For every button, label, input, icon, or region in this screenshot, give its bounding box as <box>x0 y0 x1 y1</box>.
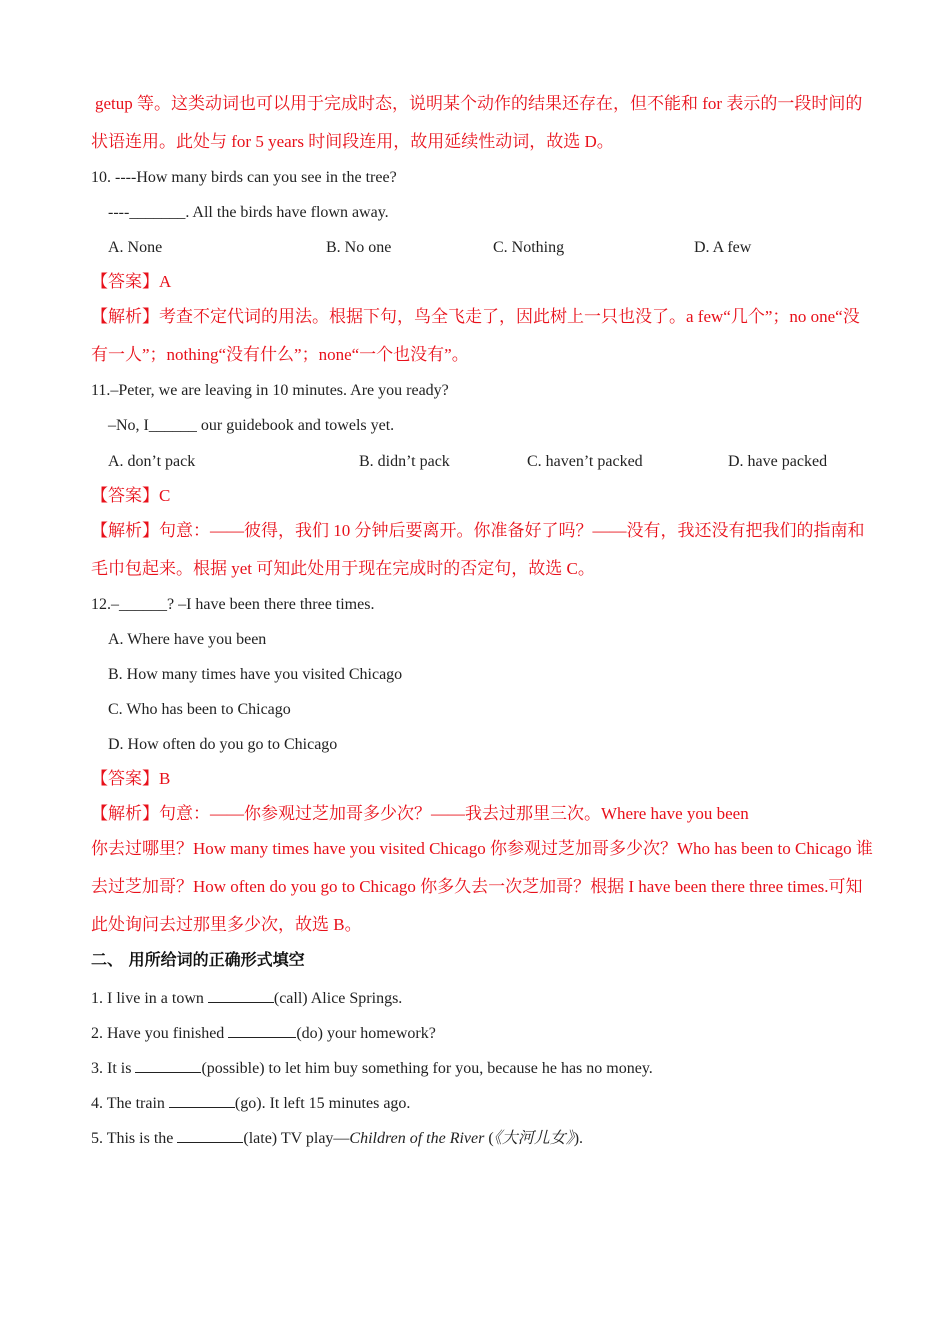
fill-item-3-blank[interactable] <box>135 1056 201 1073</box>
q10-analysis-line-2: 有一人”；nothing“没有什么”；none“一个也没有”。 <box>91 345 469 364</box>
q11-analysis-line-2: 毛巾包起来。根据 yet 可知此处用于现在完成时的否定句，故选 C。 <box>91 559 595 578</box>
q12-option-d: D. How often do you go to Chicago <box>108 736 338 753</box>
fill-item-3-after: (possible) to let him buy something for you, because he has no money. <box>201 1060 653 1077</box>
q10-option-a: A. None <box>108 239 163 256</box>
q11-reply: –No, I______ our guidebook and towels yet. <box>108 417 395 434</box>
q10-reply: ----_______. All the birds have flown away. <box>108 204 389 221</box>
fill-item-1 <box>91 986 402 1009</box>
q10-option-d: D. A few <box>694 239 752 256</box>
q11-analysis-line-1: 【解析】句意：——彼得，我们 10 分钟后要离开。你准备好了吗？——没有，我还没有把我们的指南和 <box>91 521 865 540</box>
q11-answer: 【答案】C <box>91 486 171 505</box>
fill-item-4-before: 4. The train <box>91 1095 169 1112</box>
fill-item-3-before: 3. It is <box>91 1060 136 1077</box>
q11-option-d: D. have packed <box>728 453 828 470</box>
q10-analysis-line-1: 【解析】考查不定代词的用法。根据下句，鸟全飞走了，因此树上一只也没了。a few“几个”；no one“没 <box>91 307 860 326</box>
q11-stem: 11.–Peter, we are leaving in 10 minutes. Are you ready? <box>91 382 449 399</box>
fill-item-5-after: (late) TV play— <box>243 1130 350 1147</box>
fill-item-1-after: (call) Alice Springs. <box>273 990 403 1007</box>
fill-item-2 <box>91 1021 436 1044</box>
prev-explanation-line-2: 状语连用。此处与 for 5 years 时间段连用，故用延续性动词，故选 D。 <box>91 132 614 151</box>
q12-analysis-line-3: 去过芝加哥？How often do you go to Chicago 你多久去一次芝加哥？根据 I have been there three times.可知 <box>91 877 863 896</box>
q12-analysis-line-2: 你去过哪里？How many times have you visited Chicago 你参观过芝加哥多少次？Who has been to Chicago 谁 <box>91 839 873 858</box>
q12-analysis-line-4: 此处询问去过那里多少次，故选 B。 <box>91 915 362 934</box>
q12-option-b: B. How many times have you visited Chicago <box>108 666 403 683</box>
q10-option-b: B. No one <box>326 239 392 256</box>
fill-item-4-blank[interactable] <box>169 1091 235 1108</box>
q12-analysis-line-1: 【解析】句意：——你参观过芝加哥多少次？——我去过那里三次。Where have you been <box>91 804 749 823</box>
fill-item-5-blank[interactable] <box>177 1126 243 1143</box>
fill-item-3 <box>91 1056 653 1079</box>
fill-item-5-title: Children of the River <box>349 1130 485 1147</box>
section-2-title: 二、 用所给词的正确形式填空 <box>91 950 305 969</box>
fill-item-5-paren-open: ( <box>484 1130 494 1147</box>
q12-option-a: A. Where have you been <box>108 631 267 648</box>
fill-item-4 <box>91 1091 410 1114</box>
fill-item-1-before: 1. I live in a town <box>91 990 208 1007</box>
q11-option-a: A. don’t pack <box>108 453 196 470</box>
fill-item-1-blank[interactable] <box>208 986 274 1003</box>
q11-option-c: C. haven’t packed <box>527 453 643 470</box>
fill-item-5-before: 5. This is the <box>91 1130 178 1147</box>
q10-answer: 【答案】A <box>91 272 172 291</box>
q10-option-c: C. Nothing <box>493 239 565 256</box>
prev-explanation-line-1: getup 等。这类动词也可以用于完成时态，说明某个动作的结果还存在，但不能和 for 表示的一段时间的 <box>95 94 863 113</box>
fill-item-2-after: (do) your homework? <box>296 1025 436 1042</box>
fill-item-5-paren-close: ). <box>573 1130 584 1147</box>
fill-item-5 <box>91 1126 583 1149</box>
q12-option-c: C. Who has been to Chicago <box>108 701 291 718</box>
fill-item-2-blank[interactable] <box>228 1021 296 1038</box>
q10-stem: 10. ----How many birds can you see in the tree? <box>91 169 397 186</box>
fill-item-5-cn-title: 《大河儿女》 <box>493 1130 574 1147</box>
fill-item-2-before: 2. Have you finished <box>91 1025 229 1042</box>
q12-answer: 【答案】B <box>91 769 171 788</box>
q11-option-b: B. didn’t pack <box>359 453 450 470</box>
fill-item-4-after: (go). It left 15 minutes ago. <box>234 1095 411 1112</box>
q12-stem: 12.–______? –I have been there three times. <box>91 596 375 613</box>
